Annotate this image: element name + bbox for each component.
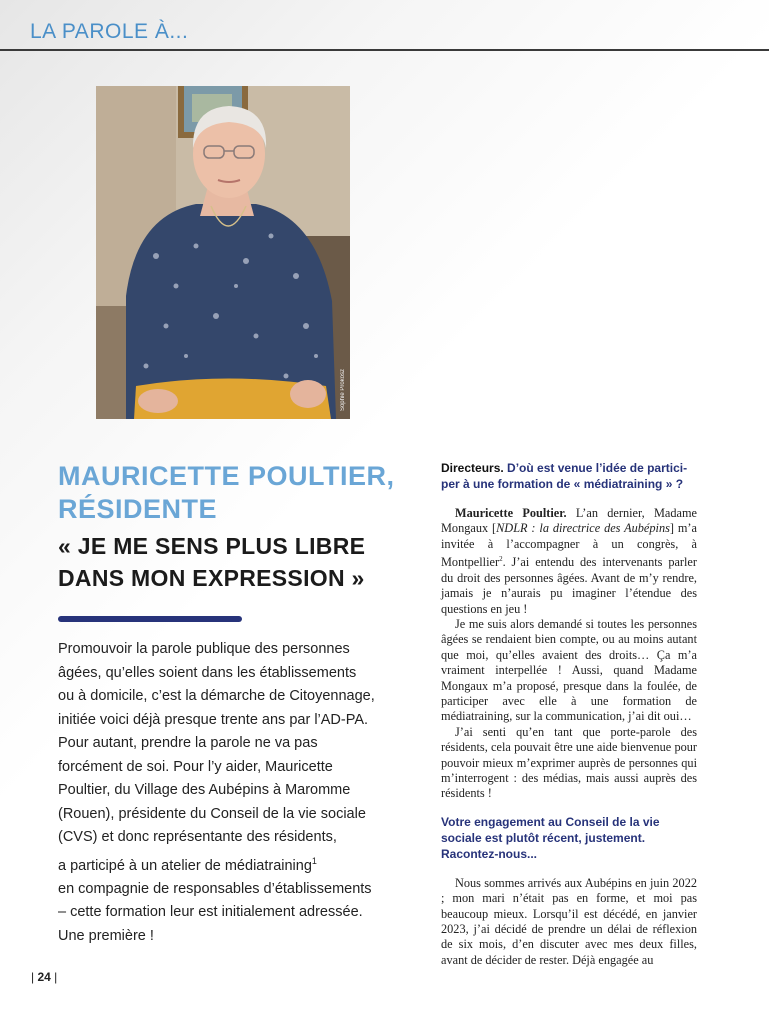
question-text: D’où est venue l’idée de partici- (507, 461, 688, 475)
answer-paragraph: J’ai senti qu’en tant que porte-parole des résidents, cela pouvait être une aide bienvenue pour pouvoir mieux m’exprimer auprès de personnes qui m’interrogent : des médias, mais aussi auprès des résidents ! (441, 724, 697, 801)
intro-line: – cette formation leur est initialement adressée. (58, 904, 363, 921)
page-number-bracket: | (31, 970, 38, 984)
question-1 (441, 460, 697, 492)
footnote-mark: 1 (311, 855, 317, 866)
intro-line: Promouvoir la parole publique des personnes (58, 641, 350, 657)
header-divider (0, 49, 769, 51)
answer-paragraph: Nous sommes arrivés aux Aubépins en juin 2022 ; mon mari n’était pas en forme, et moi pas beaucoup mieux. Lorsqu’il est décédé, en janvier 2023, j’ai décidé de prendre un délai de réflexion de six mois, d’en discuter avec mes deux filles, avant de décider de rester. Déjà engagée au (441, 875, 697, 967)
answer-text: . J’ai entendu des intervenants parler du droit des personnes âgées. Avant de m’y rendre, jamais je n’aurais pu imaginer l’étendue des questions en jeu ! (441, 555, 697, 616)
portrait-illustration (96, 86, 350, 419)
article-title-name (58, 460, 395, 526)
title-accent-bar (58, 616, 242, 622)
quote-line-2: DANS MON EXPRESSION » (58, 565, 365, 591)
intro-line: (CVS) et donc représentante des résidents, (58, 829, 337, 845)
section-header: LA PAROLE À... (30, 20, 189, 43)
page-number-value: 24 (37, 970, 51, 984)
question-text: per à une formation de « médiatraining » ? (441, 477, 684, 491)
intro-line: Pour autant, prendre la parole ne va pas (58, 735, 318, 751)
portrait-photo (96, 86, 350, 419)
footnote-mark: 2 (499, 555, 503, 564)
interview-column (441, 460, 697, 968)
intro-line: Poultier, du Village des Aubépins à Maromme (58, 782, 351, 798)
quote-line-1: « JE ME SENS PLUS LIBRE (58, 533, 366, 559)
intro-line: en compagnie de responsables d’établissements (58, 880, 372, 897)
name-line-1: MAURICETTE POULTIER, (58, 461, 395, 491)
page-number (31, 970, 57, 984)
answer-speaker: Mauricette Poultier. (455, 506, 567, 520)
intro-line: forcément de soi. Pour l’y aider, Mauricette (58, 758, 333, 775)
intro-line: âgées, qu’elles soient dans les établissements (58, 664, 357, 681)
answer-text: ] m’a invitée à l’accompagner à un congrès, à Montpellier (441, 521, 697, 570)
spacer (441, 802, 697, 814)
answer-paragraph (441, 506, 697, 617)
intro-line: a participé à un atelier de médiatraining (58, 857, 312, 874)
question-2: Votre engagement au Conseil de la vie sociale est plutôt récent, justement. Racontez-nous... (441, 814, 660, 861)
photo-credit: Sophie Prokosz (340, 368, 346, 411)
page-number-bracket: | (50, 970, 58, 984)
article-title-quote (58, 530, 418, 594)
name-line-2: RÉSIDENTE (58, 494, 218, 524)
intro-paragraph (58, 638, 398, 948)
intro-line: Une première ! (58, 927, 154, 944)
intro-line: ou à domicile, c’est la démarche de Citoyennage, (58, 688, 375, 704)
editor-note: NDLR : la directrice des Aubépins (496, 521, 670, 536)
intro-line: initiée voici déjà presque trente ans par l’AD-PA. (58, 711, 369, 728)
answer-text: L’an dernier, Madame Mongaux [ (441, 506, 697, 536)
intro-line: (Rouen), présidente du Conseil de la vie sociale (58, 805, 366, 822)
question-speaker: Directeurs. (441, 461, 504, 475)
answer-paragraph: Je me suis alors demandé si toutes les personnes âgées se rendaient bien compte, ou au moins autant que moi, qu’elles avaient des droits… Ça m’a vraiment interpellée ! Aussi, quand Madame Mongaux m’a proposé, presque dans la foulée, de participer avec elle à une formation de médiatraining, sur la communication, j’ai dit oui… (441, 616, 697, 724)
